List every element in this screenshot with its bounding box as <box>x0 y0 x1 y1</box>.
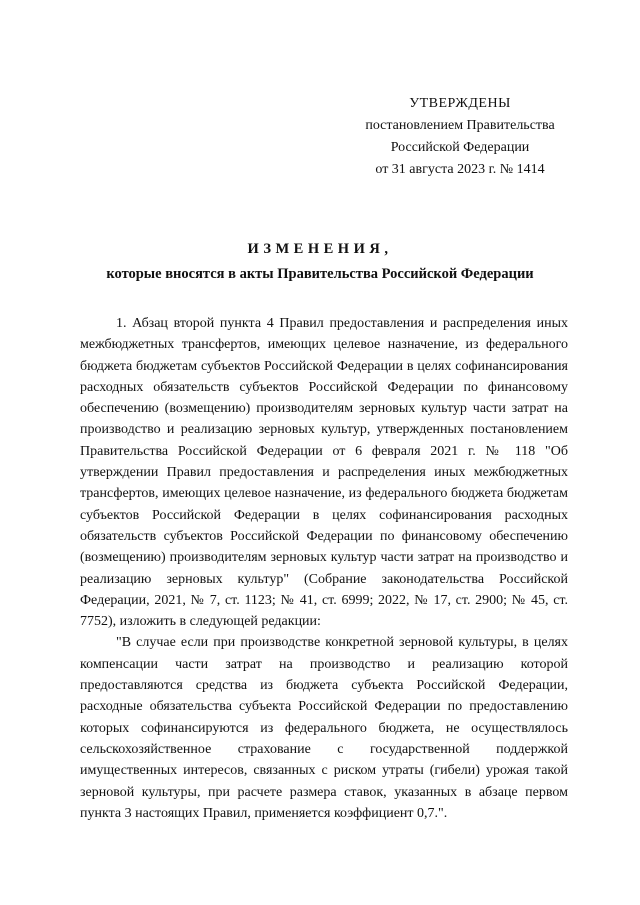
document-body <box>80 313 568 824</box>
approval-block <box>330 93 590 181</box>
document-subtitle: которые вносятся в акты Правительства Российской Федерации <box>106 266 534 282</box>
paragraph-amendment: 1. Абзац второй пункта 4 Правил предоставления и распределения иных межбюджетных трансфертов, имеющих целевое назначение, из федерального бюджета бюджетам субъектов Российской Федерации в целях софинансирования расходных обязательств субъектов Российской Федерации по финансовому обеспечению (возмещению) производителям зерновых культур части затрат на производство и реализацию зерновых культур, утвержденных постановлением Правительства Российской Федерации от 6 февраля 2021 г. № 118 "Об утверждении Правил предоставления и распределения иных межбюджетных трансфертов, имеющих целевое назначение, из федерального бюджета бюджетам субъектов Российской Федерации в целях софинансирования расходных обязательств субъектов Российской Федерации по финансовому обеспечению (возмещению) производителям зерновых культур части затрат на производство и реализацию зерновых культур" (Собрание законодательства Российской Федерации, 2021, № 7, ст. 1123; № 41, ст. 6999; 2022, № 17, ст. 2900; № 45, ст. 7752), изложить в следующей редакции: <box>80 316 568 630</box>
approval-line-1: постановлением Правительства <box>365 118 555 133</box>
paragraph-new-wording: "В случае если при производстве конкретной зерновой культуры, в целях компенсации части затрат на производство и реализацию которой предоставляются средства из бюджета субъекта Российской Федерации, расходные обязательства субъекта Российской Федерации по предоставлению которых софинансируются из федерального бюджета, не осуществлялось сельскохозяйственное страхование с государственной поддержкой имущественных интересов, связанных с риском утраты (гибели) урожая такой зерновой культуры, при расчете размера ставок, указанных в абзаце первом пункта 3 настоящих Правил, применяется коэффициент 0,7.". <box>80 635 568 821</box>
approval-line-3: от 31 августа 2023 г. № 1414 <box>375 162 545 177</box>
document-title: ИЗМЕНЕНИЯ, <box>247 241 393 257</box>
approval-heading: УТВЕРЖДЕНЫ <box>409 96 511 111</box>
approval-line-2: Российской Федерации <box>390 140 530 155</box>
